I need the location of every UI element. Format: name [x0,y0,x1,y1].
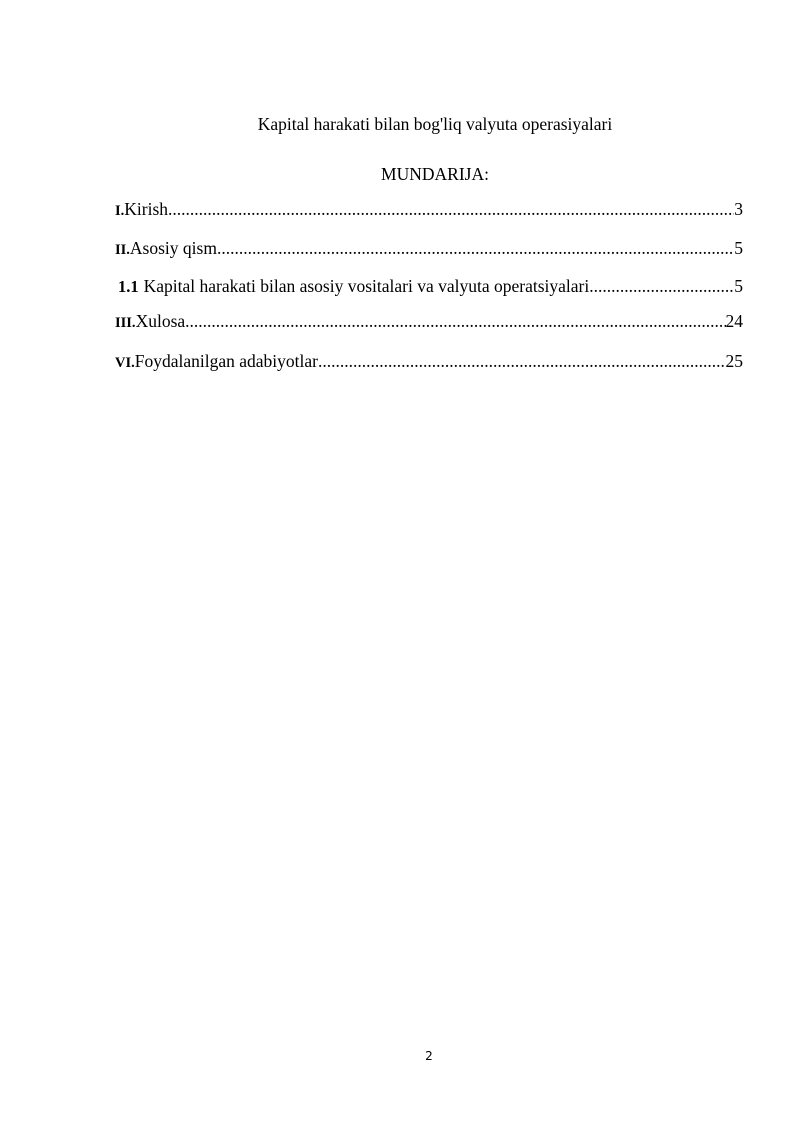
toc-entry-label: Foydalanilgan adabiyotlar [134,351,318,371]
page-number: 2 [425,1049,433,1063]
toc-entry-page: 3 [734,199,743,219]
toc-entry-page: 5 [734,238,743,258]
toc-entry-number: 1.1 [118,277,139,296]
toc-entry-label: Kirish [124,199,169,219]
toc-entry-number: II. [115,242,130,258]
toc-dot-leader [168,197,734,221]
toc-entry-label: Asosiy qism [129,238,217,258]
toc-entry-number: VI. [115,355,135,371]
toc-dot-leader [589,274,734,298]
toc-entry-number: III. [115,315,136,331]
toc-entry-subsection-1-1[interactable] [115,274,743,298]
toc-heading: MUNDARIJA: [381,164,489,184]
toc-entry-page: 25 [725,351,743,371]
toc-entry-xulosa[interactable] [115,309,743,333]
toc-entry-label: Kapital harakati bilan asosiy vositalari va valyuta operatsiyalari [143,276,590,296]
toc-dot-leader [318,349,726,373]
toc-dot-leader [185,309,725,333]
toc-entry-page: 24 [725,311,743,331]
toc-entry-kirish[interactable] [115,197,743,221]
toc-dot-leader [217,236,734,260]
toc-entry-page: 5 [734,276,743,296]
toc-entry-asosiy-qism[interactable] [115,236,743,260]
toc-entry-label: Xulosa [135,311,186,331]
document-title: Kapital harakati bilan bog'liq valyuta operasiyalari [257,114,613,134]
toc-entry-number: I. [115,203,125,219]
toc-entry-foydalanilgan-adabiyotlar[interactable] [115,349,743,373]
